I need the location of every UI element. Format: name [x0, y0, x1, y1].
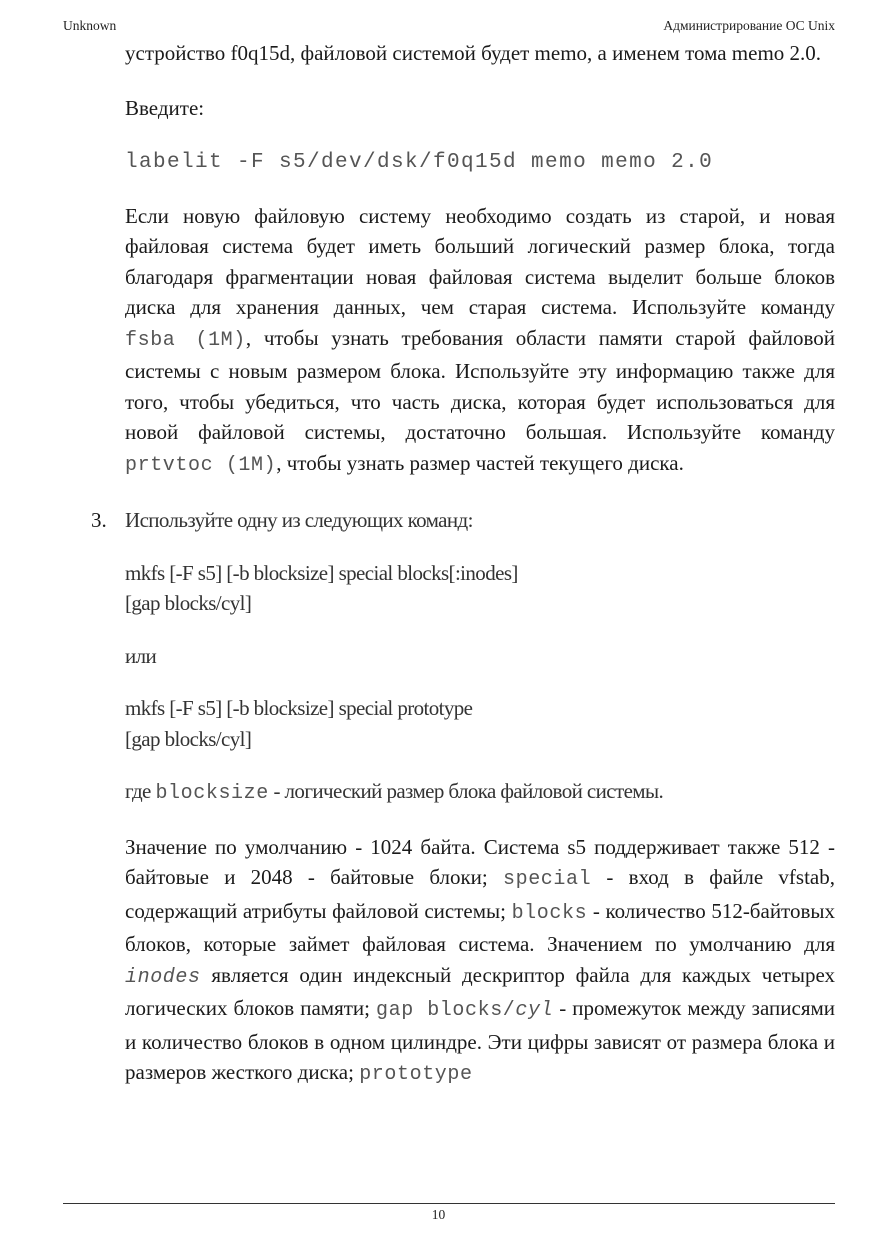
paragraph-memo: устройство f0q15d, файловой системой будет memo, а именем тома memo 2.0.: [125, 41, 822, 65]
paragraph-defaults-part2: - вход в файле vfstab, содержащий атрибуты файловой системы;: [125, 865, 835, 923]
labelit-command: [125, 145, 835, 179]
page-content: [91, 38, 836, 1091]
paragraph-fragmentation-part1: Если новую файловую систему необходимо создать из старой, и новая файловая система будет иметь больший логический размер блока, тогда благодаря фрагментации новая файловая система выделит больше блоков диска для хранения данных, чем старая система. Используйте команду: [125, 203, 835, 319]
code-blocks: blocks: [511, 901, 588, 925]
paragraph-fragmentation-part3: , чтобы узнать размер частей текущего диска.: [276, 450, 684, 475]
mkfs-prototype-line2: [gap blocks/cyl]: [125, 726, 252, 751]
blocksize-definition-suffix: - логический размер блока файловой системы.: [268, 779, 664, 803]
code-gap-blocks: gap blocks/: [376, 999, 516, 1022]
code-prototype: prototype: [359, 1063, 473, 1086]
enter-label: Введите:: [125, 95, 205, 120]
code-fsba: fsba (1M): [125, 328, 246, 352]
mkfs-prototype-line1: mkfs [-F s5] [-b blocksize] special prototype: [125, 696, 473, 720]
list-item-step-3: [91, 505, 835, 536]
labelit-command-text: labelit -F s5/dev/dsk/f0q15d memo memo 2.0: [125, 151, 714, 174]
mkfs-blocks-line2: [gap blocks/cyl]: [125, 591, 252, 615]
code-inodes: inodes: [125, 965, 201, 989]
footer-divider: [63, 1203, 835, 1204]
paragraph-defaults-part1: Значение по умолчанию - 1024 байта. Система s5 поддерживает также 512 - байтовые и 2048 - байтовые блоки;: [125, 834, 835, 889]
page-number: 10: [431, 1207, 446, 1222]
code-special: special: [502, 868, 592, 891]
blocksize-definition: [125, 776, 835, 810]
paragraph-defaults-part3: - количество 512-байтовых блоков, которые займет файловая система. Значением по умолчанию для: [125, 898, 835, 956]
or-label: или: [125, 643, 157, 668]
mkfs-syntax-prototype: [125, 693, 835, 754]
mkfs-blocks-line1: mkfs [-F s5] [-b blocksize] special blocks[:inodes]: [125, 560, 518, 585]
code-cyl: cyl: [515, 999, 554, 1022]
paragraph-defaults: [125, 832, 835, 1091]
code-prtvtoc: prtvtoc (1M): [125, 453, 277, 477]
mkfs-syntax-blocks: [125, 558, 835, 619]
paragraph-fragmentation-part2: , чтобы узнать требования области памяти старой файловой системы с новым размером блока. Используйте эту информацию также для того, чтобы убедиться, что часть диска, которая будет использоваться для новой файловой системы, достаточно большая. Используйте команду: [125, 325, 835, 444]
code-blocksize: blocksize: [155, 782, 269, 805]
paragraph-defaults-part4: является один индексный дескриптор файла для каждых четырех логических блоков памяти;: [125, 962, 835, 1020]
paragraph-fragmentation: [125, 201, 835, 482]
list-item-text: Используйте одну из следующих команд:: [125, 508, 473, 532]
running-header-left: Unknown: [63, 18, 117, 33]
list-item-number: 3.: [91, 508, 107, 532]
paragraph-defaults-part5: - промежуток между записями и количество блоков в одном цилиндре. Эти цифры зависят от размера блока и размеров жесткого диска;: [125, 996, 836, 1084]
running-header-right: Администрирование ОС Unix: [663, 18, 835, 33]
blocksize-definition-prefix: где: [125, 779, 156, 803]
